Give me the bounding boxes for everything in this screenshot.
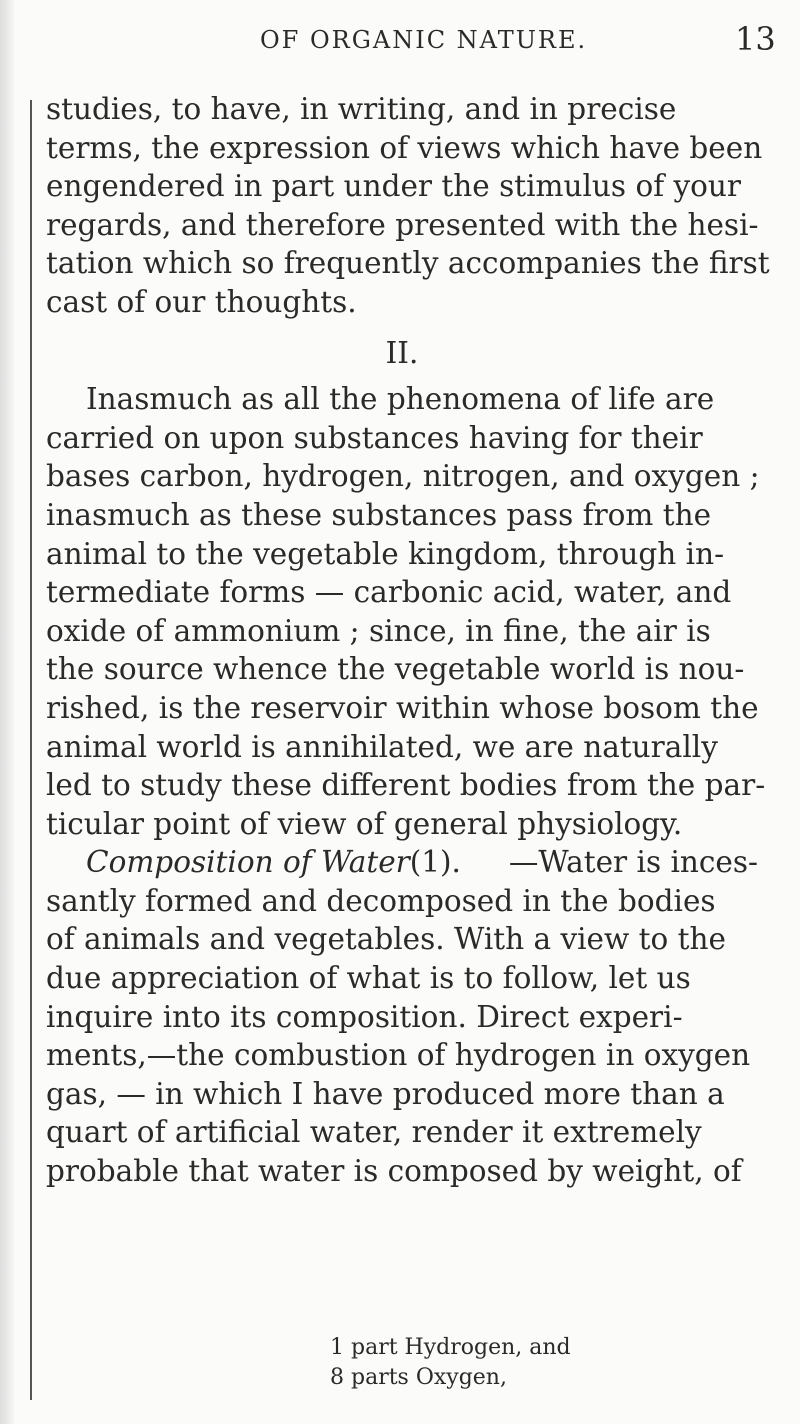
page-gutter xyxy=(0,0,14,1424)
text-line: inasmuch as these substances pass from the xyxy=(46,497,712,532)
binding-edge xyxy=(30,100,32,1400)
text-line: terms, the expression of views which have been xyxy=(46,130,763,165)
text-line: animal world is annihilated, we are naturally xyxy=(46,729,718,764)
text-line: rished, is the reservoir within whose bosom the xyxy=(46,690,759,725)
paragraph-3 xyxy=(46,882,758,1191)
text-line: santly formed and decomposed in the bodies xyxy=(46,883,716,918)
running-title: OF ORGANIC NATURE. xyxy=(260,26,588,54)
text-line: bases carbon, hydrogen, nitrogen, and oxygen ; xyxy=(46,459,760,494)
text-line: inquire into its composition. Direct experi- xyxy=(46,999,683,1034)
text-line: oxide of ammonium ; since, in fine, the air is xyxy=(46,613,711,648)
text-line: engendered in part under the stimulus of your xyxy=(46,169,742,204)
text: —Water is inces- xyxy=(508,845,758,880)
text-line: probable that water is composed by weight, of xyxy=(46,1154,742,1189)
text-line: termediate forms — carbonic acid, water, and xyxy=(46,575,732,610)
text-line: regards, and therefore presented with the hesi- xyxy=(46,207,759,242)
text-line: due appreciation of what is to follow, let us xyxy=(46,961,691,996)
text-line: studies, to have, in writing, and in precise xyxy=(46,92,677,126)
text-line: led to study these different bodies from the par- xyxy=(46,768,766,803)
formula-line: 8 parts Oxygen, xyxy=(330,1365,507,1390)
page-number: 13 xyxy=(735,20,776,58)
text-line: ments,—the combustion of hydrogen in oxygen xyxy=(46,1038,751,1073)
text-line: of animals and vegetables. With a view to the xyxy=(46,922,726,957)
page-header xyxy=(0,20,800,60)
text-line: quart of artificial water, render it extremely xyxy=(46,1115,702,1150)
paragraph-2 xyxy=(46,380,766,843)
text-line: Inasmuch as all the phenomena of life are xyxy=(86,382,715,417)
text-line: animal to the vegetable kingdom, through in- xyxy=(46,536,725,571)
body-text xyxy=(46,90,770,1191)
text-line: ticular point of view of general physiology. xyxy=(46,806,683,841)
formula-line: 1 part Hydrogen, and xyxy=(330,1335,571,1360)
text-line: carried on upon substances having for their xyxy=(46,420,703,455)
text-line: gas, — in which I have produced more than a xyxy=(46,1076,725,1111)
footnote-ref: (1). xyxy=(409,845,461,880)
text-line: cast of our thoughts. xyxy=(46,284,357,319)
paragraph-1 xyxy=(46,90,770,322)
paragraph-3-first-line xyxy=(46,843,758,882)
formula xyxy=(330,1333,571,1393)
section-heading: II. xyxy=(385,335,419,370)
composition-heading: Composition of Water xyxy=(86,845,410,880)
text-line: tation which so frequently accompanies the first xyxy=(46,246,770,281)
text-line: the source whence the vegetable world is nou- xyxy=(46,652,745,687)
